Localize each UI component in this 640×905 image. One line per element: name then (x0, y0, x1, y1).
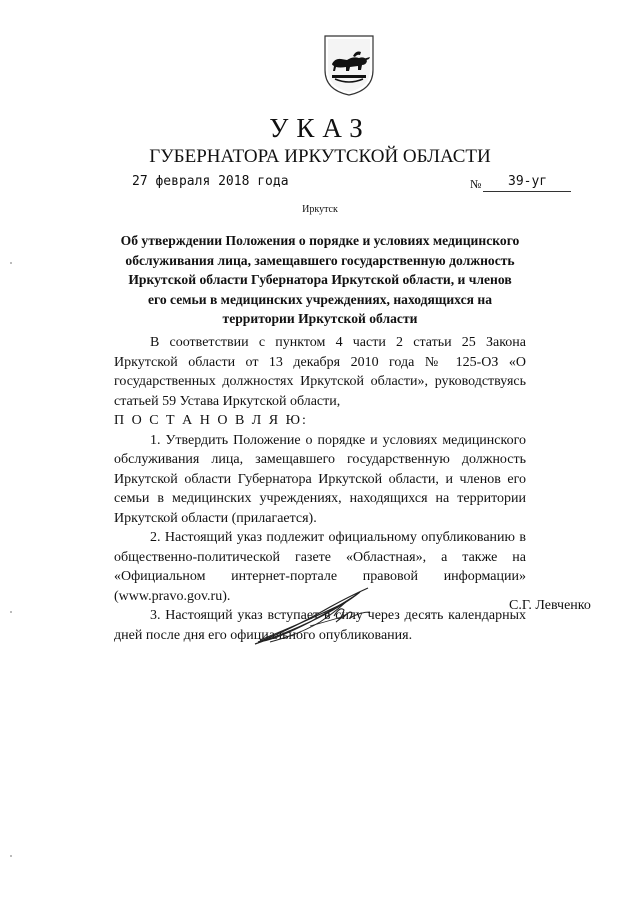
document-heading: Об утверждении Положения о порядке и условиях медицинского обслуживания лица, замещавшего государственную должность Иркутской области Губернатора Иркутской области, и членов его семьи в медицинских учреждениях, находящихся на территории Иркутской области (120, 233, 520, 326)
coat-of-arms-icon (323, 34, 375, 96)
document-title: УКАЗ (269, 113, 371, 143)
item-paragraph-3: 3. Настоящий указ вступает в силу через десять календарных дней после дня его официального опубликования. (114, 608, 526, 643)
margin-mark (10, 855, 12, 857)
number-underline (483, 191, 571, 192)
item-paragraph-1: 1. Утвердить Положение о порядке и условиях медицинского обслуживания лица, замещавшего государственную должность Иркутской области Губернатора Иркутской области, и членов его семьи в медицинских учреждениях, находящихся на территории Иркутской области (прилагается). (114, 432, 526, 526)
margin-mark (10, 611, 12, 613)
document-city: Иркутск (302, 204, 338, 215)
preamble-paragraph: В соответствии с пунктом 4 части 2 статьи 25 Закона Иркутской области от 13 декабря 2010 года № 125-ОЗ «О государственных должностях Иркутской области», руководствуясь статьей 59 Устава Иркутской области, (114, 335, 526, 409)
document-number: 39-уг (508, 174, 548, 189)
margin-mark (10, 262, 12, 264)
document-date: 27 февраля 2018 года (132, 174, 289, 189)
document-subtitle: ГУБЕРНАТОРА ИРКУТСКОЙ ОБЛАСТИ (149, 146, 491, 167)
signer-name: С.Г. Левченко (509, 598, 591, 613)
item-paragraph-2: 2. Настоящий указ подлежит официальному опубликованию в общественно-политической газете «Областная», а также на «Официальном интернет-портале правовой информации» (www.pravo.gov.ru). (114, 530, 526, 604)
number-label: № (470, 177, 482, 191)
signature-image (250, 582, 385, 652)
decree-word: П О С Т А Н О В Л Я Ю: (114, 413, 308, 428)
